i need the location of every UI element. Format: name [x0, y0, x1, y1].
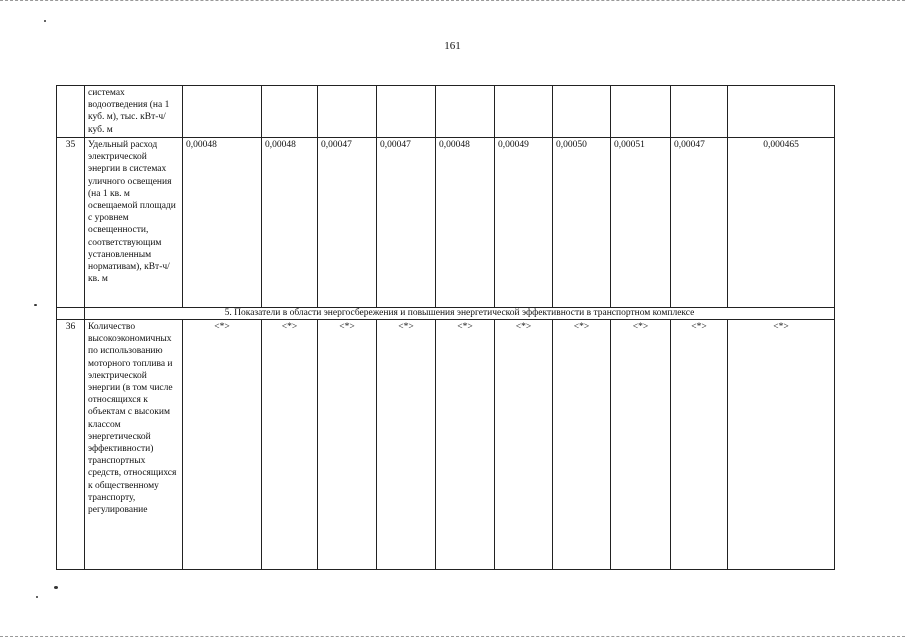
indicator-name-cell: Количество высокоэкономичных по использованию моторного топлива и электрической энергии (в том числе относящихся к объектам с высоким классом энергетической эффективности) транспортных средств, относящихся к общественному транспорту, регулирование	[85, 320, 183, 570]
table-row	[57, 320, 835, 570]
page-number: 161	[444, 40, 461, 52]
value-cell: 0,00051	[611, 138, 671, 308]
value-cell: <*>	[183, 320, 262, 570]
value-cell	[318, 86, 377, 138]
value-cell	[183, 86, 262, 138]
table-row	[57, 138, 835, 308]
value-cell: 0,00050	[553, 138, 611, 308]
row-number-cell: 36	[57, 320, 85, 570]
scan-speck	[36, 596, 38, 598]
indicators-table	[56, 85, 835, 570]
section-title: 5. Показатели в области энергосбережения и повышения энергетической эффективности в транспортном комплексе	[85, 308, 835, 320]
value-cell: 0,00048	[262, 138, 318, 308]
scan-speck	[44, 20, 46, 22]
value-cell: 0,000465	[728, 138, 835, 308]
row-number-cell	[57, 86, 85, 138]
value-cell: <*>	[553, 320, 611, 570]
indicator-name-cell: Удельный расход электрической энергии в системах уличного освещения (на 1 кв. м освещаемой площади с уровнем освещенности, соответствующим установленным нормативам), кВт-ч/кв. м	[85, 138, 183, 308]
table-row	[57, 86, 835, 138]
section-header-row	[57, 308, 835, 320]
value-cell: <*>	[611, 320, 671, 570]
row-number-cell: 35	[57, 138, 85, 308]
scan-speck	[54, 586, 58, 589]
value-cell	[611, 86, 671, 138]
value-cell: 0,00047	[377, 138, 436, 308]
value-cell: <*>	[728, 320, 835, 570]
indicator-name-cell: системах водоотведения (на 1 куб. м), тыс. кВт-ч/куб. м	[85, 86, 183, 138]
value-cell: <*>	[495, 320, 553, 570]
value-cell: <*>	[318, 320, 377, 570]
value-cell	[262, 86, 318, 138]
value-cell: <*>	[671, 320, 728, 570]
value-cell: 0,00047	[671, 138, 728, 308]
value-cell	[728, 86, 835, 138]
value-cell: <*>	[262, 320, 318, 570]
value-cell: <*>	[377, 320, 436, 570]
scan-speck	[34, 304, 37, 306]
value-cell: <*>	[436, 320, 495, 570]
row-number-cell	[57, 308, 85, 320]
value-cell: 0,00049	[495, 138, 553, 308]
value-cell	[553, 86, 611, 138]
value-cell: 0,00048	[183, 138, 262, 308]
value-cell: 0,00048	[436, 138, 495, 308]
value-cell	[436, 86, 495, 138]
value-cell: 0,00047	[318, 138, 377, 308]
scan-top-edge	[0, 0, 905, 5]
value-cell	[495, 86, 553, 138]
scan-bottom-edge	[0, 632, 905, 637]
value-cell	[377, 86, 436, 138]
value-cell	[671, 86, 728, 138]
